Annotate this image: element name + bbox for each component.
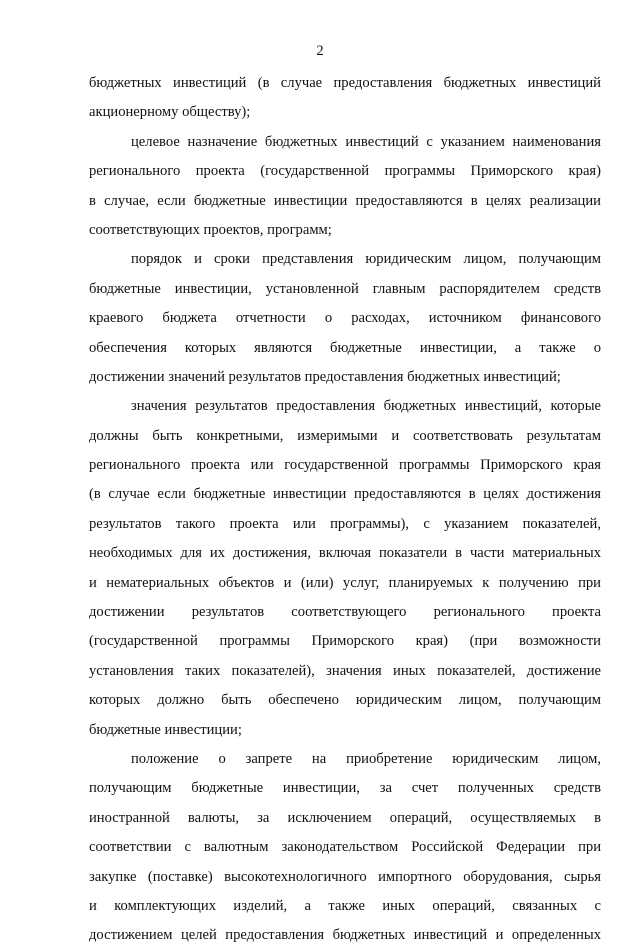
text-line: достижении значений результатов предоставления бюджетных инвестиций; <box>89 368 561 385</box>
text-line: соответствующих проектов, программ; <box>89 221 332 238</box>
text-line: достижением целей предоставления бюджетных инвестиций и определенных <box>89 927 601 944</box>
text-line: необходимых для их достижения, включая показатели в части материальных <box>89 545 601 562</box>
text-line: установления таких показателей), значения иных показателей, достижение <box>89 662 601 679</box>
text-line: иностранной валюты, за исключением операций, осуществляемых в <box>89 809 601 826</box>
text-line: и комплектующих изделий, а также иных операций, связанных с <box>89 897 601 914</box>
text-line: регионального проекта (государственной программы Приморского края) <box>89 163 601 180</box>
body-text <box>89 69 601 951</box>
text-line: регионального проекта или государственной программы Приморского края <box>89 457 601 474</box>
text-line: должны быть конкретными, измеримыми и соответствовать результатам <box>89 427 601 444</box>
text-line: бюджетные инвестиции; <box>89 721 242 738</box>
text-line: получающим бюджетные инвестиции, за счет полученных средств <box>89 780 601 797</box>
text-line: обеспечения которых являются бюджетные инвестиции, а также о <box>89 339 601 356</box>
text-line: (государственной программы Приморского края) (при возможности <box>89 633 601 650</box>
text-line: закупке (поставке) высокотехнологичного импортного оборудования, сырья <box>89 868 601 885</box>
text-line: краевого бюджета отчетности о расходах, источником финансового <box>89 310 601 327</box>
text-line: в случае, если бюджетные инвестиции предоставляются в целях реализации <box>89 192 601 209</box>
page-number: 2 <box>316 43 324 59</box>
text-line: результатов такого проекта или программы), с указанием показателей, <box>89 515 601 532</box>
text-line: бюджетные инвестиции, установленной главным распорядителем средств <box>89 280 601 297</box>
text-line: порядок и сроки представления юридическим лицом, получающим <box>131 251 601 268</box>
text-line: соответствии с валютным законодательством Российской Федерации при <box>89 839 601 856</box>
text-line: и нематериальных объектов и (или) услуг, планируемых к получению при <box>89 574 601 591</box>
text-line: целевое назначение бюджетных инвестиций с указанием наименования <box>131 133 601 150</box>
text-line: достижении результатов соответствующего регионального проекта <box>89 604 601 621</box>
text-line: (в случае если бюджетные инвестиции предоставляются в целях достижения <box>89 486 601 503</box>
text-line: положение о запрете на приобретение юридическим лицом, <box>131 750 601 767</box>
text-line: которых должно быть обеспечено юридическим лицом, получающим <box>89 692 601 709</box>
text-line: акционерному обществу); <box>89 104 251 121</box>
text-line: значения результатов предоставления бюджетных инвестиций, которые <box>131 398 601 415</box>
text-line: бюджетных инвестиций (в случае предоставления бюджетных инвестиций <box>89 75 601 91</box>
